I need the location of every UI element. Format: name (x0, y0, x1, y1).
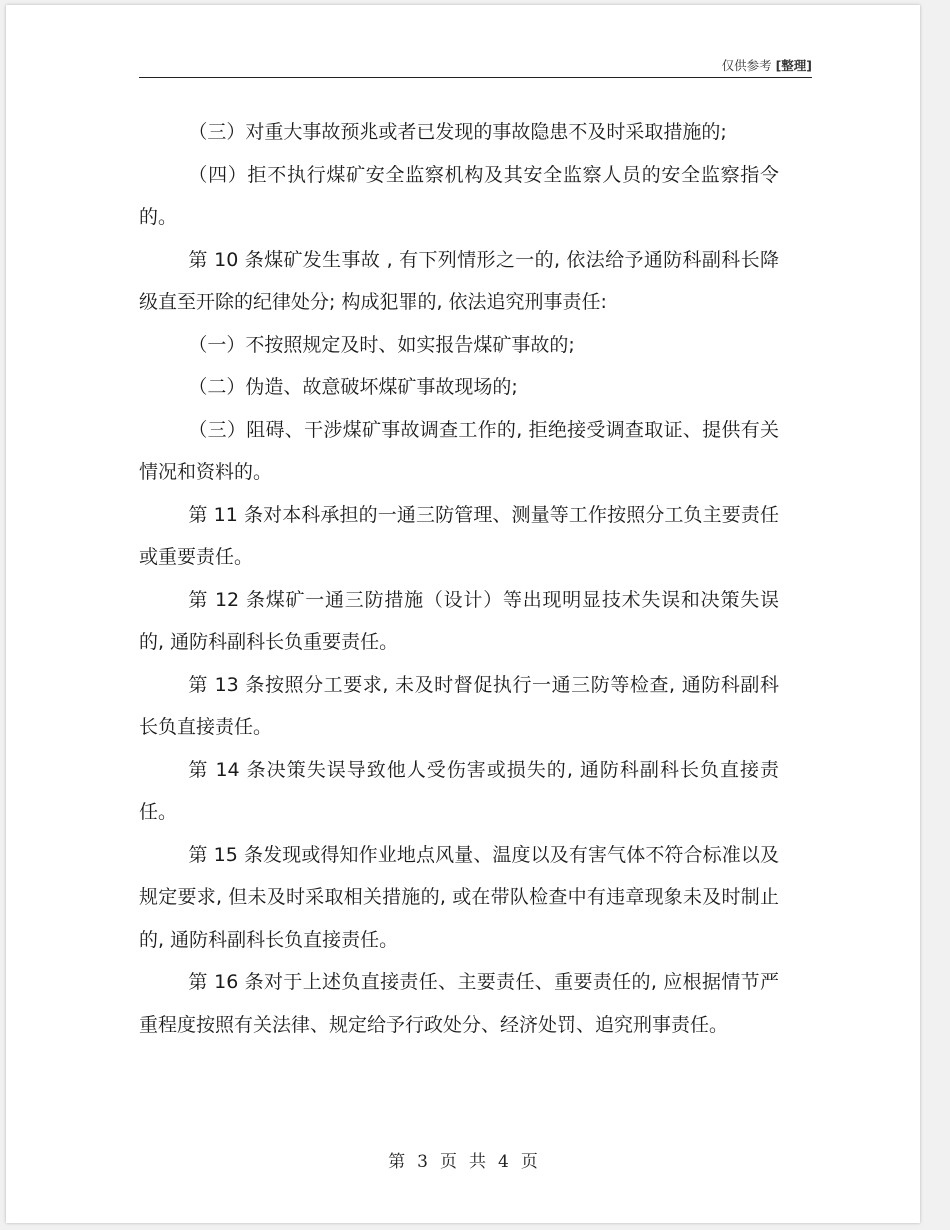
paragraph: （四）拒不执行煤矿安全监察机构及其安全监察人员的安全监察指令的。 (139, 163, 779, 228)
header-tag: [整理] (775, 58, 812, 73)
paragraph: （二）伪造、故意破坏煤矿事故现场的; (188, 376, 518, 398)
paragraph: （三）阻碍、干涉煤矿事故调查工作的, 拒绝接受调查取证、提供有关情况和资料的。 (139, 418, 779, 483)
footer-total-pages: 4 (498, 1152, 509, 1172)
paragraph: 第 12 条煤矿一通三防措施（设计）等出现明显技术失误和决策失误的, 通防科副科长负重要责任。 (139, 588, 779, 653)
page-footer (6, 1147, 920, 1172)
page-header (139, 57, 812, 75)
document-body (139, 111, 779, 1046)
paragraph: （三）对重大事故预兆或者已发现的事故隐患不及时采取措施的; (188, 121, 727, 143)
header-divider (139, 77, 812, 78)
header-note: 仅供参考 (721, 58, 772, 73)
footer-ye: 页 (440, 1152, 457, 1172)
paragraph: 第 11 条对本科承担的一通三防管理、测量等工作按照分工负主要责任或重要责任。 (139, 503, 779, 568)
footer-gong: 共 (469, 1152, 486, 1172)
document-page (6, 5, 920, 1223)
paragraph: 第 14 条决策失误导致他人受伤害或损失的, 通防科副科长负直接责任。 (139, 758, 779, 823)
paragraph: 第 15 条发现或得知作业地点风量、温度以及有害气体不符合标准以及规定要求, 但未及时采取相关措施的, 或在带队检查中有违章现象未及时制止的, 通防科副科长负直接责任。 (139, 843, 779, 951)
paragraph: 第 16 条对于上述负直接责任、主要责任、重要责任的, 应根据情节严重程度按照有关法律、规定给予行政处分、经济处罚、追究刑事责任。 (139, 971, 779, 1036)
footer-di: 第 (388, 1152, 406, 1172)
paragraph: 第 10 条煤矿发生事故 , 有下列情形之一的, 依法给予通防科副科长降级直至开除的纪律处分; 构成犯罪的, 依法追究刑事责任: (139, 248, 779, 313)
paragraph: 第 13 条按照分工要求, 未及时督促执行一通三防等检查, 通防科副科长负直接责任。 (139, 673, 779, 738)
paragraph: （一）不按照规定及时、如实报告煤矿事故的; (188, 333, 575, 356)
footer-page-number: 3 (417, 1152, 428, 1172)
footer-ye: 页 (520, 1152, 538, 1172)
